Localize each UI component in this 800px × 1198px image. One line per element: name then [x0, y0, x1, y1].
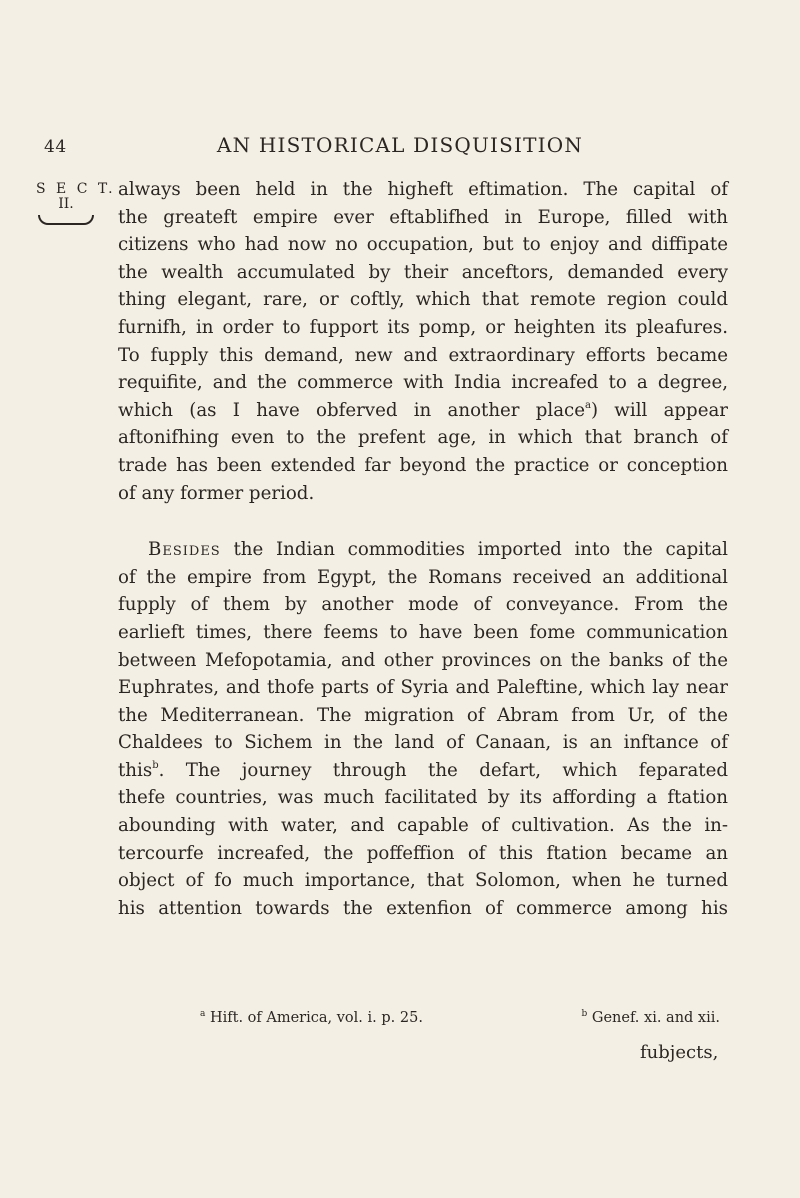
text-fragment: this [118, 759, 153, 781]
text-line: his attention towards the extenfion of commerce among his [118, 897, 728, 919]
text-line: tercourfe increafed, the poffeffion of this ftation became an [118, 842, 728, 864]
text-line: citizens who had now no occupation, but to enjoy and diffipate [118, 234, 728, 256]
text-line: fupply of them by another mode of conveyance. From the [118, 594, 728, 616]
text-line: thing elegant, rare, or coftly, which that remote region could [118, 289, 728, 311]
text-line: Euphrates, and thofe parts of Syria and Paleftine, which lay near [118, 677, 728, 699]
footnote-a [200, 1010, 423, 1026]
footnote-b-mark: b [581, 1009, 588, 1019]
text-line: of any former period. [118, 482, 315, 504]
text-line: the Mediterranean. The migration of Abram from Ur, of the [118, 704, 728, 726]
text-line: the greateft empire ever eftablifhed in Europe, filled with [118, 206, 728, 228]
text-line [118, 757, 728, 785]
text-line: always been held in the higheft eftimation. The capital of [118, 179, 728, 200]
text-line: between Mefopotamia, and other provinces on the banks of the [118, 649, 728, 671]
footnote-ref-b: b [152, 759, 159, 771]
paragraph-gap [118, 507, 728, 536]
footnote-a-text: Hift. of America, vol. i. p. 25. [209, 1010, 423, 1026]
footnotes [200, 1010, 720, 1026]
footnote-b [582, 1010, 721, 1026]
text-line [118, 536, 728, 564]
text-line: requifite, and the commerce with India increafed to a degree, [118, 372, 728, 394]
text-line [118, 397, 728, 425]
section-marker [36, 181, 116, 225]
text-line: trade has been extended far beyond the practice or conception [118, 454, 728, 476]
text-line: aftonifhing even to the prefent age, in which that branch of [118, 427, 728, 449]
footnote-a-mark: a [200, 1009, 206, 1019]
page-number: 44 [44, 137, 67, 157]
text-line: of the empire from Egypt, the Romans received an additional [118, 566, 728, 588]
text-line: earlieft times, there feems to have been fome communication [118, 621, 728, 643]
section-label: S E C T. [36, 181, 116, 197]
text-fragment: which (as I have obferved in another place [118, 399, 585, 421]
text-line: object of fo much importance, that Solomon, when he turned [118, 870, 728, 892]
brace-ornament [38, 215, 94, 225]
text-fragment: the Indian commodities imported into the capital [220, 539, 728, 561]
paragraph-1 [118, 176, 728, 507]
running-head: AN HISTORICAL DISQUISITION [216, 133, 584, 157]
text-fragment: ) will appear [590, 399, 729, 421]
text-fragment: . The journey through the defart, which feparated [158, 759, 728, 781]
text-line: To fupply this demand, new and extraordinary efforts became [118, 344, 728, 366]
first-word: Besides [148, 539, 221, 561]
footnote-ref-a: a [585, 399, 591, 411]
body-text [118, 176, 728, 922]
text-line: Chaldees to Sichem in the land of Canaan, is an inftance of [118, 732, 728, 754]
catchword: fubjects, [640, 1042, 719, 1063]
text-line: furnifh, in order to fupport its pomp, or heighten its pleafures. [118, 316, 728, 338]
paragraph-2 [118, 536, 728, 922]
text-line: abounding with water, and capable of cultivation. As the in- [118, 815, 728, 837]
text-line: thefe countries, was much facilitated by its affording a ftation [118, 787, 728, 809]
footnote-b-text: Genef. xi. and xii. [591, 1010, 720, 1026]
text-line: the wealth accumulated by their anceftors, demanded every [118, 261, 728, 283]
section-number: II. [58, 196, 74, 212]
